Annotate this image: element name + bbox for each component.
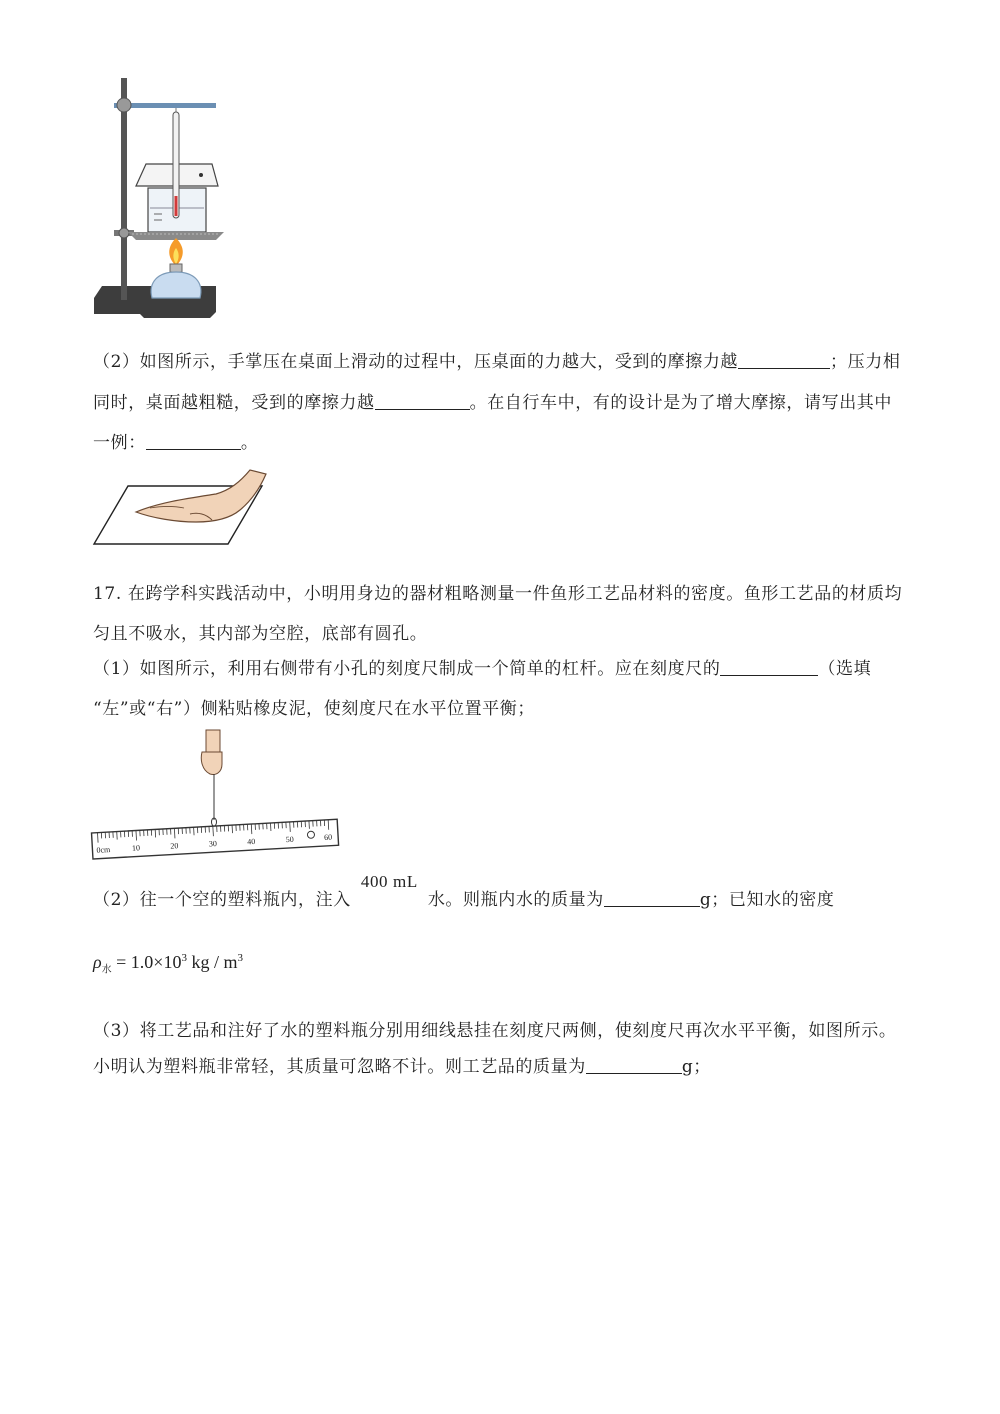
- heating-apparatus-figure: [88, 76, 224, 324]
- ruler-tick: [174, 828, 175, 838]
- rho-symbol: ρ: [93, 952, 102, 972]
- q16-part2-line2: [93, 391, 892, 415]
- ruler-tick-label: 10: [131, 843, 141, 853]
- q17-part2-line: [93, 872, 835, 912]
- answer-blank[interactable]: [375, 391, 470, 410]
- q17-intro-line2: 匀且不吸水，其内部为空腔，底部有圆孔。: [93, 624, 428, 644]
- ruler-tick: [328, 820, 329, 830]
- volume-400ml: 400 mL: [360, 872, 418, 891]
- rho-subscript: 水: [101, 964, 112, 976]
- q16-part2-text: 同时，桌面越粗糙，受到的摩擦力越: [93, 393, 375, 413]
- q16-part2-text: 一例：: [93, 433, 146, 453]
- q17-part3-line2: [93, 1055, 711, 1079]
- hand-on-table-figure: [90, 462, 270, 550]
- q16-part2-line3: [93, 431, 258, 455]
- ruler-tick: [213, 826, 214, 836]
- water-density-formula: [93, 952, 243, 976]
- q17-part1-line1: [93, 657, 871, 681]
- ruler-tick-label: 50: [285, 834, 294, 845]
- answer-blank[interactable]: [738, 350, 830, 369]
- answer-blank[interactable]: [146, 431, 241, 450]
- q17-part1-line2: “左”或“右”）侧粘贴橡皮泥，使刻度尺在水平位置平衡；: [93, 699, 535, 719]
- q17-part2-text: g；已知水的密度: [699, 890, 835, 910]
- q17-part2-text: 水。则瓶内水的质量为: [427, 890, 604, 910]
- q17-part3-text: g；: [681, 1057, 711, 1077]
- q17-part3-text: 小明认为塑料瓶非常轻，其质量可忽略不计。则工艺品的质量为: [93, 1057, 586, 1077]
- answer-blank[interactable]: [586, 1055, 682, 1074]
- q16-part2-text: ；压力相: [830, 352, 901, 372]
- density-unit: kg / m: [186, 952, 238, 972]
- ruler-tick: [98, 833, 99, 843]
- q17-part1-text: （1）如图所示，利用右侧带有小孔的刻度尺制成一个简单的杠杆。应在刻度尺的: [93, 659, 721, 679]
- ruler-tick: [290, 822, 291, 832]
- q17-part1-text: （选填: [818, 659, 872, 679]
- ruler-tick: [251, 824, 252, 834]
- density-exponent: 3: [181, 952, 187, 964]
- unit-exponent: 3: [237, 952, 243, 964]
- ruler-tick: [136, 831, 137, 841]
- answer-blank[interactable]: [604, 888, 700, 907]
- answer-blank[interactable]: [720, 657, 818, 676]
- ruler-tick-label: 0cm: [96, 844, 111, 855]
- q17-intro-line1: 17. 在跨学科实践活动中，小明用身边的器材粗略测量一件鱼形工艺品材料的密度。鱼形工艺品的材质均: [93, 584, 903, 604]
- q16-part2-text: 。在自行车中，有的设计是为了增大摩擦，请写出其中: [469, 393, 893, 413]
- q17-part3-line1: （3）将工艺品和注好了水的塑料瓶分别用细线悬挂在刻度尺两侧，使刻度尺再次水平平衡，如图所示。: [93, 1021, 897, 1041]
- ruler-tick-label: 60: [323, 832, 333, 843]
- q16-part2-text: （2）如图所示，手掌压在桌面上滑动的过程中，压桌面的力越大，受到的摩擦力越: [93, 352, 739, 372]
- ruler-tick-label: 40: [247, 836, 256, 847]
- q17-part2-text: （2）往一个空的塑料瓶内，注入: [93, 890, 351, 910]
- ruler-lever-figure: [88, 728, 346, 864]
- density-value: = 1.0×10: [111, 952, 182, 972]
- ruler-tick-label: 30: [208, 839, 218, 849]
- q16-part2-text: 。: [240, 433, 259, 453]
- q16-part2-line1: [93, 350, 900, 374]
- ruler-tick-label: 20: [170, 841, 179, 851]
